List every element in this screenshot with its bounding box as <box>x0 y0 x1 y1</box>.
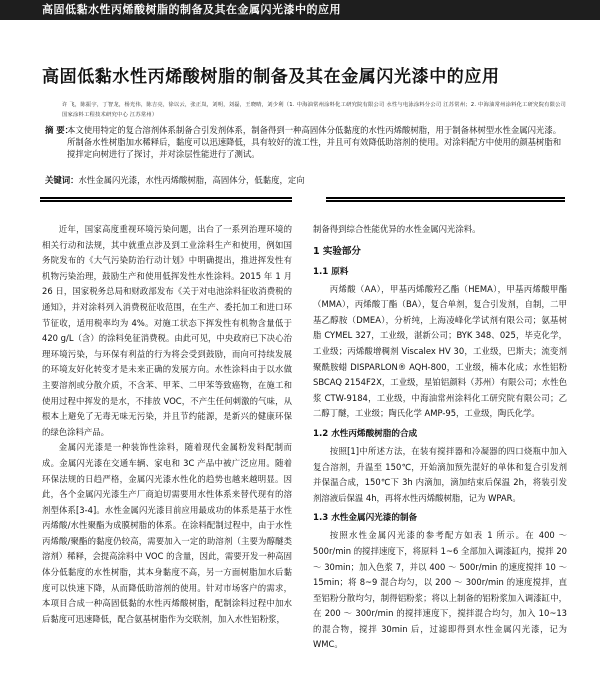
divider-gap <box>292 195 326 204</box>
paper-title: 高固低黏水性丙烯酸树脂的制备及其在金属闪光漆中的应用 <box>42 67 500 87</box>
keywords <box>45 174 565 186</box>
subsection-heading-1-3: 1.3 水性金属闪光漆的制备 <box>313 513 418 524</box>
running-header: 高固低黏水性丙烯酸树脂的制备及其在金属闪光漆中的应用 <box>0 0 600 20</box>
authors-affiliations: 许 飞，陈振宇，丁智龙，杨光伟，陈吉亮，徐以云，张正岚，刘明，刘磊，王晓晴，刘少利（1. 中海油常州涂料化工研究院有限公司 水性与电泳涂料分公司 江苏常州；2. 中海油常州涂料化工研究院有限公司 国家涂料工程技术研究中心 江苏常州） <box>62 102 567 118</box>
left-column <box>42 222 292 627</box>
right-column <box>313 222 567 653</box>
body-paragraph: 近年，国家高度重视环境污染问题，出台了一系列治理环境的相关行动和法规，其中就重点涉及到工业涂料生产和使用，例如国务院发布的《大气污染防治行动计划》中明确提出，推进挥发性有机物污染治理，鼓励生产和使用低挥发性水性涂料。2015 年 1 月 26 日，国家税务总局和财政部发布《关于对电池涂料征收消费税的通知》，并对涂料列入消费税征收范围，在生产、委托加工和进口环节征收，适用税率均为 4%。对施工状态下挥发性有机物含量低于 420 g/L（含）的涂料免征消费税。由此可见，中央政府已下决心治理环境污染，与环保有利益的行为将会受到鼓励，而向可持续发展的环境友好化转变才是未来正确的发展方向。水性涂料由于以水做主要溶剂或分散介质，不含苯、甲苯、二甲苯等致癌物，在施工和使用过程中挥发的是水，不排放 VOC，不产生任何刺激的气味，从根本上避免了无毒无味无污染，并且节约能源，是新兴的健康环保的绿色涂料产品。 <box>42 224 292 437</box>
abstract-label: 摘 要： <box>45 125 74 135</box>
body-paragraph: 按照水性金属闪光漆的参考配方如表 1 所示。在 400 ～ 500r/min 的搅拌速度下，将原料 1~6 全部加入调漆缸内，搅拌 20 ～ 30min；加入色浆 7，并以 400 ～ 500r/min 的速度搅拌 10 ～ 15min；将 8~9 混合均匀，以 200 ～ 300r/min 的速度搅拌，直至铝粉分散均匀，制得铝粉浆；将以上制备的铝粉浆加入调漆缸中，在 200 ～ 300r/min 的搅拌速度下，搅拌混合均匀，加入 10~13 的混合物，搅拌 30min 后，过滤即得到水性金属闪光漆，记为 WMC。 <box>313 530 567 650</box>
subsection-heading-1-1: 1.1 原料 <box>313 266 349 277</box>
body-paragraph: 制备得到综合性能优异的水性金属闪光涂料。 <box>313 224 481 234</box>
abstract <box>45 124 565 160</box>
section-heading-1: 1 实验部分 <box>313 245 361 257</box>
subsection-heading-1-2: 1.2 水性丙烯酸树脂的合成 <box>313 428 418 439</box>
body-paragraph: 金属闪光漆是一种装饰性涂料，随着现代金属粉发料配制而成。金属闪光漆在交通车辆、家电和 3C 产品中被广泛应用。随着环保法规的日趋严格，金属闪光漆水性化的趋势也越来越明显。因此，各个金属闪光漆生产厂商迫切需要用水性体系来替代现有的溶剂型体系[3-4]。水性金属闪光漆目前应用最成功的体系是基于水性丙烯酸/水性聚酯为成膜树脂的体系。在涂料配制过程中，由于水性丙烯酸/聚酯的黏度仍较高，需要加入一定的助溶剂（主要为醇醚类溶剂）稀释，会提高涂料中 VOC 的含量，因此，需要开发一种高固体分低黏度的水性树脂，其本身黏度不高，另一方面树脂加水后黏度可以快速下降，从而降低助溶剂的使用。针对市场客户的需求，本项目合成一种高固低黏的水性丙烯酸树脂，配制涂料过程中加水后黏度可迅速降低，配合氨基树脂作为交联剂，加入水性铝粉浆， <box>42 442 292 624</box>
abstract-text: 本文使用特定的复合溶剂体系制备合引发剂体系，制备得到一种高固体分低黏度的水性丙烯酸树脂，用于制备林树型水性金属闪光漆。所制备水性树脂加水稀释后，黏度可以迅速降低，具有较好的流工性，并且可有效降低助溶剂的使用。对涂料配方中使用的颜基树脂和搅拌定向树进行了探讨，并对涂层性能进行了测试。 <box>67 125 562 159</box>
keywords-text: 水性金属闪光漆，水性丙烯酸树脂，高固体分，低黏度，定向 <box>78 175 305 185</box>
body-paragraph: 丙烯酸（AA），甲基丙烯酸羟乙酯（HEMA），甲基丙烯酸甲酯（MMA），丙烯酸丁酯（BA），复合单剂，复合引发剂，自制，二甲基乙醇胺（DMEA），分析纯，上海凌峰化学试剂有限公司；氨基树脂 CYMEL 327，工业级，湛新公司；BYK 348、025，毕克化学，工业级；丙烯酸增稠剂 Viscalex HV 30，工业级，巴斯夫；流变剂聚酰胺蜡 DISPARLON® AQH-800，工业级，楠本化成；水性铝粉 SBCAQ 2154F2X，工业级，星铂铝颜料（苏州）有限公司；水性色浆 CTW-9184，工业级，中海油常州涂料化工研究院有限公司；乙二醇丁醚，工业级；陶氏化学 AMP-95，工业级，陶氏化学。 <box>313 283 567 419</box>
body-paragraph: 按照[1]中所述方法，在装有搅拌器和冷凝器的四口烧瓶中加入复合溶剂，升温至 150℃，开始滴加预先混好的单体和复合引发剂并保温合成，150℃下 3h 内滴加，滴加结束后保温 2h，将装引发剂溶液后保温 4h，再将水性丙烯酸树脂，记为 WPAR。 <box>313 445 567 503</box>
keywords-label: 关键词： <box>45 175 79 185</box>
